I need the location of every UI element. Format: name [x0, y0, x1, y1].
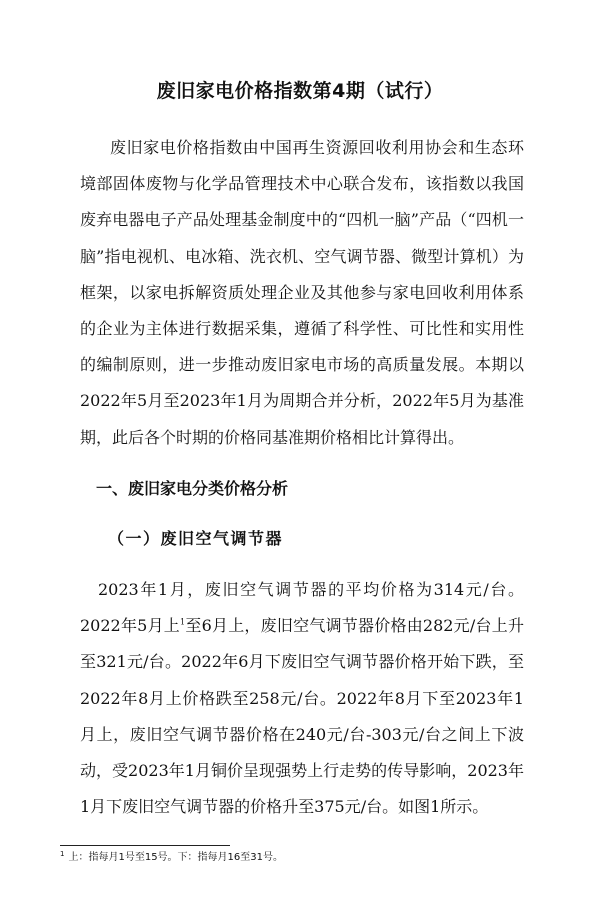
section-heading: 一、废旧家电分类价格分析 [96, 479, 289, 498]
body-paragraph-text-2: 至6月上，废旧空气调节器价格由282元/台上升至321元/台。2022年6月下废旧空气调节器价格开始下跌，至2022年8月上价格跌至258元/台。2022年8月下至2023年1月上，废旧空气调节器价格在240元/台-303元/台之间上下波动，受2023年1月铜价呈现强势上行走势的传导影响，2023年1月下废旧空气调节器的价格升至375元/台。如图1所示。 [80, 616, 524, 817]
body-paragraph [80, 572, 524, 825]
document-title: 废旧家电价格指数第4期（试行） [156, 80, 444, 102]
intro-paragraph: 废旧家电价格指数由中国再生资源回收利用协会和生态环境部固体废物与化学品管理技术中心联合发布，该指数以我国废弃电器电子产品处理基金制度中的“四机一脑”产品（“四机一脑”指电视机、电冰箱、洗衣机、空气调节器、微型计算机）为框架，以家电拆解资质处理企业及其他参与家电回收利用体系的企业为主体进行数据采集，遵循了科学性、可比性和实用性的编制原则，进一步推动废旧家电市场的高质量发展。本期以2022年5月至2023年1月为周期合并分析，2022年5月为基准期，此后各个时期的价格同基准期价格相比计算得出。 [80, 138, 524, 447]
body-paragraph-text-1: 2023年1月，废旧空气调节器的平均价格为314元/台。2022年5月上 [80, 580, 524, 636]
footnote-reference[interactable]: 1 [180, 617, 186, 627]
footnote-divider [60, 845, 230, 846]
subsection-heading: （一）废旧空气调节器 [108, 529, 284, 548]
footnote-text: 上：指每月1号至15号。下：指每月16至31号。 [68, 852, 284, 863]
footnote-number: 1 [60, 849, 65, 858]
footnote [60, 851, 283, 865]
